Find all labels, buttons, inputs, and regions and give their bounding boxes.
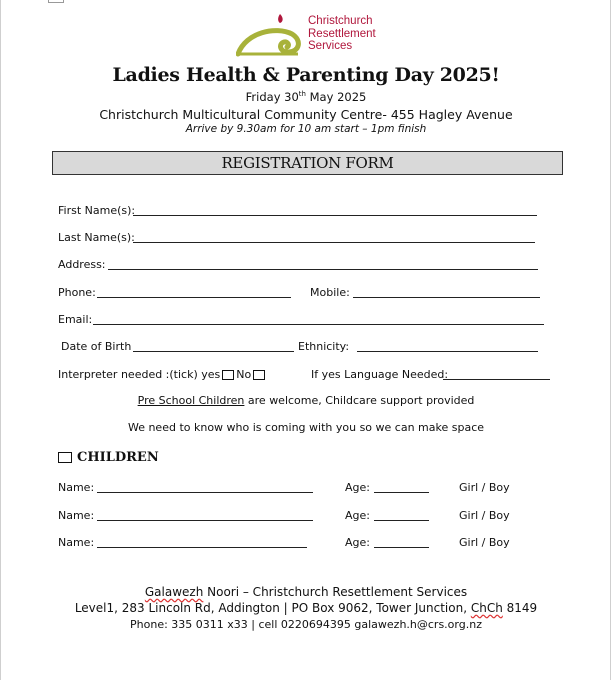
language-label: If yes Language Needed:: [311, 368, 449, 381]
footer-address: [0, 601, 612, 615]
phone-label: Phone:: [58, 286, 96, 299]
interpreter-row: [58, 368, 267, 381]
interpreter-no-checkbox[interactable]: [253, 370, 265, 380]
dob-field[interactable]: [133, 351, 294, 352]
footer-contact: [0, 585, 612, 599]
page-corner-mark: [48, 0, 64, 3]
preschool-note: [0, 394, 612, 407]
interpreter-no-label: No: [236, 368, 252, 381]
event-date-suffix: May 2025: [305, 90, 367, 104]
footer-address-city: ChCh: [470, 601, 503, 615]
child-1-name-field[interactable]: [97, 492, 313, 493]
child-1-gender[interactable]: Girl / Boy: [459, 481, 510, 494]
logo-wordmark: [308, 15, 376, 53]
first-name-field[interactable]: [133, 215, 537, 216]
preschool-rest: are welcome, Childcare support provided: [244, 394, 475, 407]
child-3-name-field[interactable]: [97, 547, 307, 548]
logo-line-1: Christchurch: [308, 15, 373, 27]
child-3-age-field[interactable]: [374, 547, 429, 548]
event-date-sup: th: [298, 90, 306, 99]
registration-form-heading: REGISTRATION FORM: [52, 151, 563, 175]
mobile-field[interactable]: [353, 297, 540, 298]
last-name-label: Last Name(s):: [58, 231, 135, 244]
address-field[interactable]: [108, 269, 538, 270]
children-heading-text: CHILDREN: [77, 450, 159, 465]
crs-logo: [236, 10, 396, 60]
logo-line-3: Services: [308, 40, 353, 52]
footer-phone: Phone: 335 0311 x33 | cell 0220694395 galawezh.h@crs.org.nz: [130, 618, 482, 631]
first-name-label: First Name(s):: [58, 204, 136, 217]
child-2-name-label: Name:: [58, 509, 95, 522]
children-checkbox[interactable]: [58, 452, 72, 463]
address-label: Address:: [58, 258, 106, 271]
child-1-age-label: Age:: [345, 481, 370, 494]
event-times: Arrive by 9.30am for 10 am start – 1pm finish: [185, 123, 427, 135]
interpreter-label: Interpreter needed :(tick) yes: [58, 368, 221, 381]
event-date-prefix: Friday 30: [245, 90, 299, 104]
child-2-gender[interactable]: Girl / Boy: [459, 509, 510, 522]
child-1-name-label: Name:: [58, 481, 95, 494]
last-name-field[interactable]: [133, 242, 535, 243]
footer-address-main: Level1, 283 Lincoln Rd, Addington | PO Box 9062, Tower Junction,: [74, 601, 471, 615]
email-field[interactable]: [93, 324, 544, 325]
child-2-age-label: Age:: [345, 509, 370, 522]
footer-address-post: 8149: [502, 601, 538, 615]
child-3-gender[interactable]: Girl / Boy: [459, 536, 510, 549]
child-2-name-field[interactable]: [97, 520, 313, 521]
mobile-label: Mobile:: [310, 286, 350, 299]
child-2-age-field[interactable]: [374, 520, 429, 521]
event-venue: Christchurch Multicultural Community Centre- 455 Hagley Avenue: [99, 107, 513, 122]
child-1-age-field[interactable]: [374, 492, 429, 493]
ethnicity-field[interactable]: [357, 351, 538, 352]
event-title: Ladies Health & Parenting Day 2025!: [112, 64, 500, 86]
logo-swirl-icon: [236, 10, 308, 60]
dob-label: Date of Birth: [61, 340, 132, 353]
email-label: Email:: [58, 313, 93, 326]
phone-field[interactable]: [97, 297, 291, 298]
interpreter-yes-checkbox[interactable]: [222, 370, 234, 380]
footer-contact-name: Galawezh: [144, 585, 204, 599]
footer-contact-rest: Noori – Christchurch Resettlement Services: [203, 585, 468, 599]
ethnicity-label: Ethnicity:: [298, 340, 350, 353]
logo-line-2: Resettlement: [308, 27, 376, 40]
child-3-name-label: Name:: [58, 536, 95, 549]
preschool-link: Pre School Children: [137, 394, 245, 407]
language-field[interactable]: [443, 379, 550, 380]
children-heading: [58, 450, 159, 465]
event-date: [0, 90, 612, 104]
child-3-age-label: Age:: [345, 536, 370, 549]
space-note: We need to know who is coming with you so we can make space: [127, 421, 485, 434]
